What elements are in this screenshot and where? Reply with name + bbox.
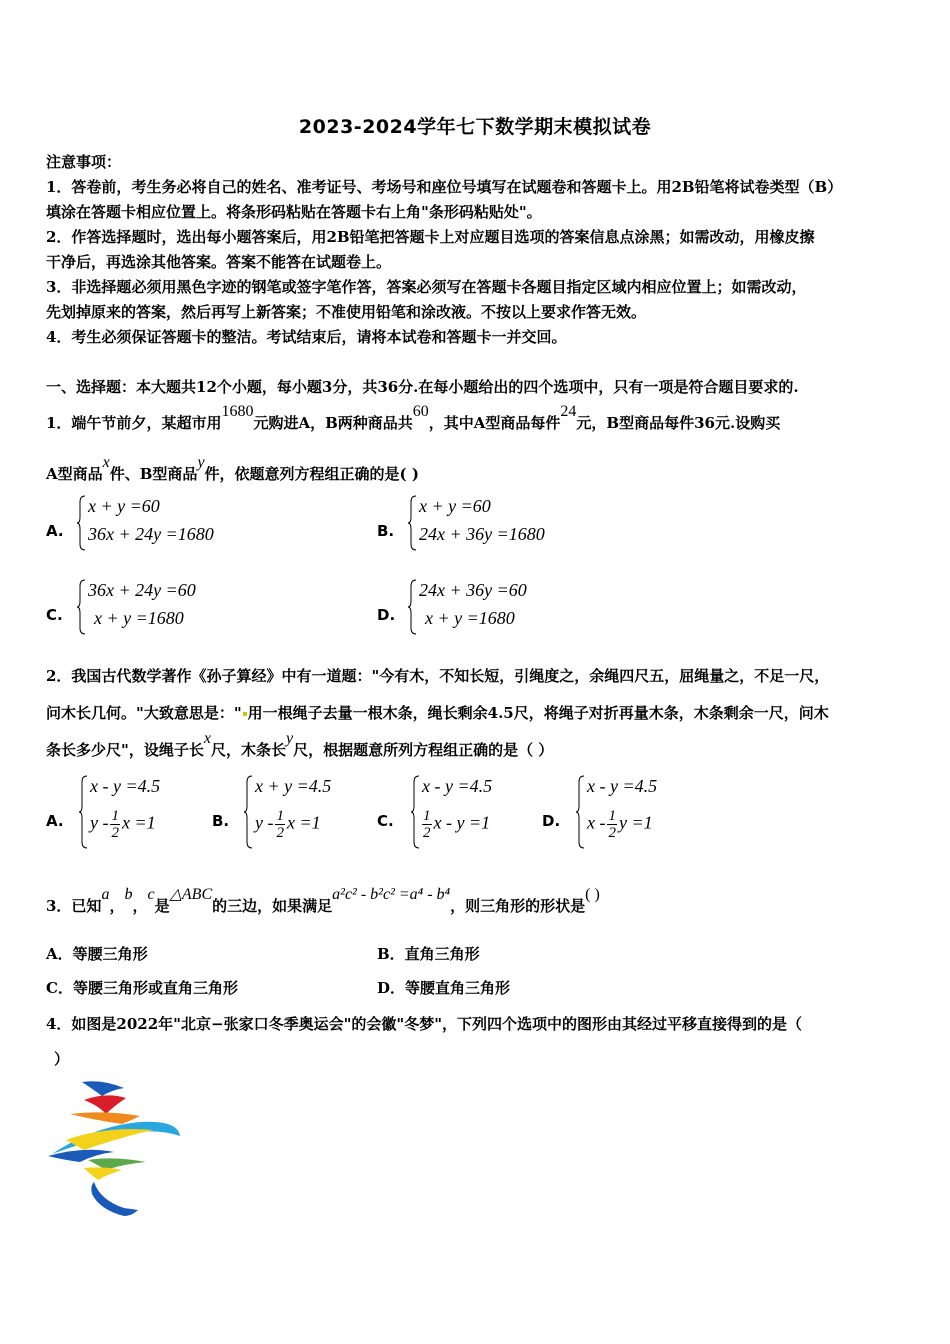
q2-line-1: 2．我国古代数学著作《孙子算经》中有一道题："今有木，不知长短，引绳度之，余绳四尺五，屈绳量之，不足一尺，	[46, 667, 830, 685]
q3-stem: 3．已知a，b，c是△ABC的三边，如果满足a²c² - b²c² =a⁴ - b⁴，则三角形的形状是( )	[46, 886, 600, 915]
q1-option-b-label[interactable]: B.	[377, 522, 395, 540]
section-heading: 一、选择题：本大题共12个小题，每小题3分，共36分.在每小题给出的四个选项中，只有一项是符合题目要求的.	[46, 378, 799, 396]
notice-line-2: 填涂在答题卡相应位置上。将条形码粘贴在答题卡右上角"条形码粘贴处"。	[46, 203, 542, 221]
q2-line-3: 条长多少尺"，设绳子长x尺，木条长y尺，根据题意所列方程组正确的是（ ）	[46, 730, 554, 759]
q3-option-d[interactable]: D．等腰直角三角形	[377, 979, 511, 997]
q1-option-c-label[interactable]: C.	[46, 606, 63, 624]
q3-equation: a²c² - b²c² =a⁴ - b⁴	[332, 886, 451, 903]
winter-olympics-emblem-icon	[44, 1076, 184, 1221]
notice-line-1: 1．答卷前，考生务必将自己的姓名、准考证号、考场号和座位号填写在试题卷和答题卡上。用2B铅笔将试卷类型（B）	[46, 178, 843, 196]
q3-option-a[interactable]: A．等腰三角形	[46, 945, 148, 963]
notice-line-3: 2．作答选择题时，选出每小题答案后，用2B铅笔把答题卡上对应题目选项的答案信息点涂黑；如需改动，用橡皮擦	[46, 228, 815, 246]
q1-line-2: A型商品x件、B型商品y件，依题意列方程组正确的是( )	[46, 454, 419, 483]
q4-line-1: 4．如图是2022年"北京−张家口冬季奥运会"的会徽"冬梦"，下列四个选项中的图形由其经过平移直接得到的是（	[46, 1015, 803, 1033]
notice-line-4: 干净后，再选涂其他答案。答案不能答在试题卷上。	[46, 253, 392, 271]
q3-option-c[interactable]: C．等腰三角形或直角三角形	[46, 979, 238, 997]
q1-option-d-label[interactable]: D.	[377, 606, 396, 624]
q2-line-2: 问木长几何。"大致意思是：" 用一根绳子去量一根木条，绳长剩余4.5尺，将绳子对折再量木条，木条剩余一尺，问木	[46, 704, 829, 722]
triangle-abc: △ABC	[169, 886, 213, 903]
highlight-dot	[243, 712, 247, 716]
q2-option-c-label[interactable]: C.	[377, 812, 394, 830]
notice-heading: 注意事项：	[46, 153, 122, 171]
page-title: 2023-2024学年七下数学期末模拟试卷	[298, 116, 652, 138]
q2-option-d-label[interactable]: D.	[542, 812, 561, 830]
q3-option-b[interactable]: B．直角三角形	[377, 945, 480, 963]
q2-option-a-label[interactable]: A.	[46, 812, 64, 830]
q1-option-a-label[interactable]: A.	[46, 522, 64, 540]
q2-option-b-label[interactable]: B.	[212, 812, 230, 830]
q1-price-a: 24	[560, 403, 577, 420]
q1-line-1: 1．端午节前夕，某超市用1680元购进A，B两种商品共60，其中A型商品每件24元，B型商品每件36元.设购买	[46, 403, 781, 432]
notice-line-7: 4．考生必须保证答题卡的整洁。考试结束后，请将本试卷和答题卡一并交回。	[46, 328, 567, 346]
q4-line-2: ）	[54, 1050, 70, 1068]
q1-count: 60	[412, 403, 429, 420]
notice-line-6: 先划掉原来的答案，然后再写上新答案；不准使用铅笔和涂改液。不按以上要求作答无效。	[46, 303, 647, 321]
q1-amount: 1680	[221, 403, 254, 420]
notice-line-5: 3．非选择题必须用黑色字迹的钢笔或签字笔作答，答案必须写在答题卡各题目指定区域内相应位置上；如需改动，	[46, 278, 807, 296]
